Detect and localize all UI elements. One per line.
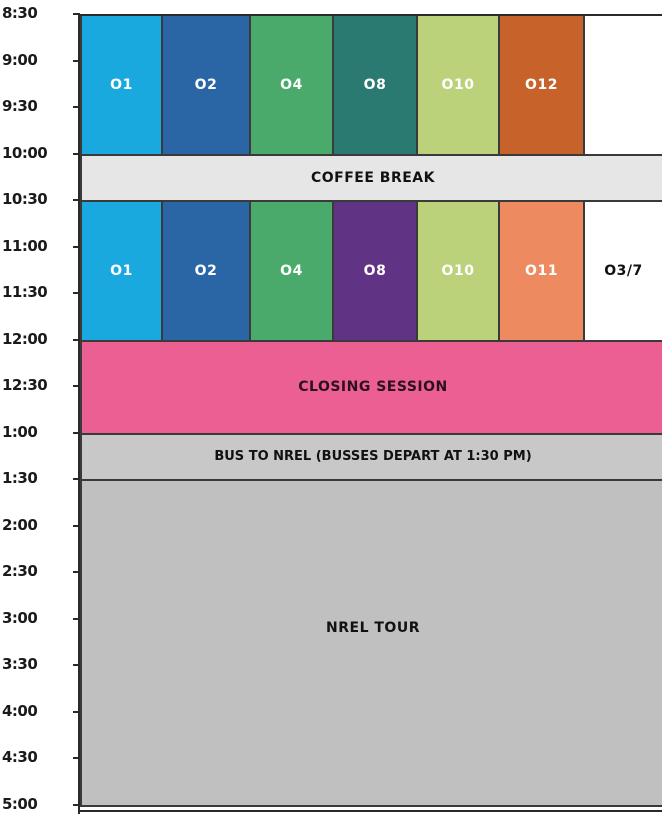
session-label: O1: [110, 76, 133, 93]
session-label: COFFEE BREAK: [310, 169, 435, 186]
session-block-closing-session: [80, 340, 662, 435]
session-label: CLOSING SESSION: [298, 379, 448, 395]
session-block-o2[interactable]: [161, 14, 251, 156]
session-block-bus-to-nrel-busses-depart-at-1-30-pm: [80, 433, 662, 482]
session-block-o4[interactable]: [249, 14, 334, 156]
time-label: 10:00: [2, 143, 48, 162]
session-label: BUS TO NREL (BUSSES DEPART AT 1:30 PM): [214, 449, 532, 465]
time-label: 11:00: [2, 236, 48, 255]
time-label: 5:00: [2, 794, 38, 813]
frame-left-line: [78, 14, 80, 814]
session-block-o3-7[interactable]: [583, 200, 662, 342]
session-label: O3/7: [604, 262, 643, 279]
time-label: 8:30: [2, 4, 38, 22]
time-label: 12:00: [2, 329, 48, 348]
time-label: 12:30: [2, 376, 48, 394]
session-label: O4: [280, 262, 303, 279]
frame-bottom-line: [78, 810, 662, 812]
session-label: O2: [194, 262, 218, 279]
session-block-o4[interactable]: [249, 200, 334, 342]
session-block-o1[interactable]: [80, 200, 163, 342]
session-block-o11[interactable]: [498, 200, 585, 342]
session-label: O8: [363, 262, 387, 279]
time-label: 3:00: [2, 608, 38, 627]
time-label: 9:00: [2, 50, 38, 69]
time-label: 4:30: [2, 748, 38, 766]
session-label: O4: [280, 76, 303, 93]
session-label: O10: [441, 262, 475, 279]
time-label: 11:30: [2, 283, 48, 301]
time-label: 2:00: [2, 515, 38, 534]
session-block-o10[interactable]: [416, 14, 500, 156]
time-label: 3:30: [2, 655, 38, 673]
time-label: 1:30: [2, 469, 38, 487]
session-label: O10: [441, 76, 475, 93]
session-label: O8: [363, 76, 387, 93]
session-block-nrel-tour: [80, 479, 662, 807]
session-label: O2: [194, 76, 218, 93]
session-block-o8[interactable]: [332, 200, 418, 342]
time-label: 9:30: [2, 97, 38, 115]
session-label: O12: [525, 76, 558, 93]
time-label: 4:00: [2, 701, 38, 720]
session-label: O11: [525, 262, 558, 279]
session-label: NREL TOUR: [326, 619, 420, 636]
session-block-o10[interactable]: [416, 200, 500, 342]
session-label: O1: [110, 262, 133, 279]
session-block-empty: [583, 14, 662, 156]
time-label: 2:30: [2, 562, 38, 580]
session-block-o8[interactable]: [332, 14, 418, 156]
session-block-o1[interactable]: [80, 14, 163, 156]
frame-top-line: [78, 14, 662, 16]
session-block-o2[interactable]: [161, 200, 251, 342]
time-label: 1:00: [2, 422, 38, 441]
session-block-coffee-break: [80, 154, 662, 203]
time-label: 10:30: [2, 190, 48, 208]
session-block-o12[interactable]: [498, 14, 585, 156]
